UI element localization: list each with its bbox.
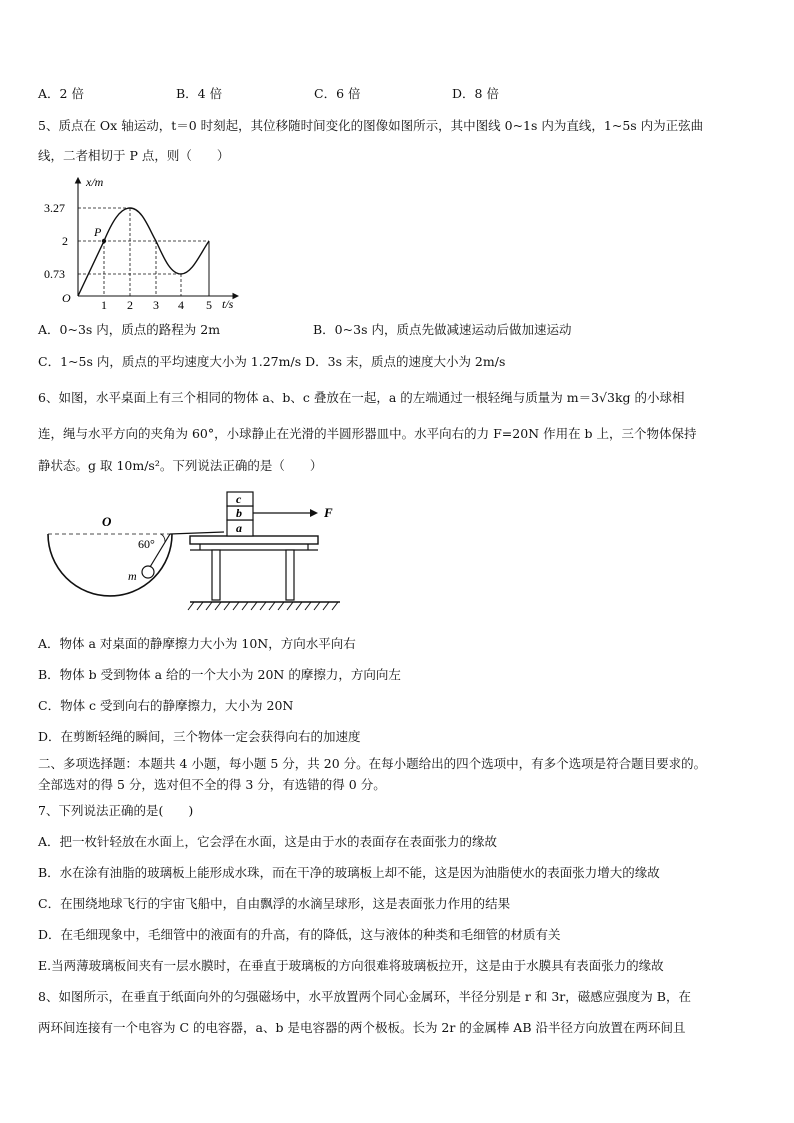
ball (142, 566, 154, 578)
q5-option-b: B．0~3s 内，质点先做减速运动后做加速运动 (313, 322, 572, 337)
q6-option-c: C．物体 c 受到向右的静摩擦力，大小为 20N (38, 698, 294, 713)
q4-option-b: B．4 倍 (176, 86, 223, 101)
x-tick-2: 2 (127, 298, 133, 312)
q7-option-e: E.当两薄玻璃板间夹有一层水膜时，在垂直于玻璃板的方向很难将玻璃板拉开，这是由于水膜具有表面张力的缘故 (38, 958, 664, 973)
table-leg-left (212, 550, 220, 600)
y-tick-073: 0.73 (44, 267, 65, 281)
rope-horizontal (170, 532, 224, 534)
q7-stem: 7、下列说法正确的是( ) (38, 803, 194, 818)
tabletop (190, 536, 318, 544)
x-tick-1: 1 (101, 298, 107, 312)
q5-position-time-graph (44, 172, 250, 312)
q5-option-cd: C．1~5s 内，质点的平均速度大小为 1.27m/s D．3s 末，质点的速度大小为 2m/s (38, 354, 506, 369)
q7-option-d: D．在毛细现象中，毛细管中的液面有的升高，有的降低，这与液体的种类和毛细管的材质有关 (38, 927, 561, 942)
q6-option-a: A．物体 a 对桌面的静摩擦力大小为 10N，方向水平向右 (38, 636, 356, 651)
x-tick-5: 5 (206, 298, 212, 312)
section2-heading-line1: 二、多项选择题：本题共 4 小题，每小题 5 分，共 20 分。在每小题给出的四个选项中，有多个选项是符合题目要求的。 (38, 756, 707, 771)
q6-option-d: D．在剪断轻绳的瞬间，三个物体一定会获得向右的加速度 (38, 729, 361, 744)
y-tick-327: 3.27 (44, 201, 65, 215)
q7-option-a: A．把一枚针轻放在水面上，它会浮在水面，这是由于水的表面存在表面张力的缘故 (38, 834, 498, 849)
q4-option-c: C．6 倍 (314, 86, 361, 101)
q6-apparatus-figure (40, 488, 350, 620)
table-leg-right (286, 550, 294, 600)
label-a: a (236, 521, 242, 535)
q7-option-c: C．在围绕地球飞行的宇宙飞船中，自由飘浮的水滴呈球形，这是表面张力作用的结果 (38, 896, 511, 911)
x-tick-4: 4 (178, 298, 184, 312)
q6-option-b: B．物体 b 受到物体 a 给的一个大小为 20N 的摩擦力，方向向左 (38, 667, 401, 682)
q5-stem-line1: 5、质点在 Ox 轴运动，t＝0 时刻起，其位移随时间变化的图像如图所示，其中图线 0~1s 内为直线，1~5s 内为正弦曲 (38, 118, 704, 133)
q4-option-d: D．8 倍 (452, 86, 499, 101)
origin-label: O (62, 291, 71, 305)
q8-stem-line1: 8、如图所示，在垂直于纸面向外的匀强磁场中，水平放置两个同心金属环，半径分别是 r 和 3r，磁感应强度为 B，在 (38, 989, 691, 1004)
q6-stem-line2: 连，绳与水平方向的夹角为 60°，小球静止在光滑的半圆形器皿中。水平向右的力 F=20N 作用在 b 上，三个物体保持 (38, 426, 697, 441)
label-c: c (236, 492, 242, 506)
label-m: m (128, 569, 137, 583)
point-p-label: P (94, 225, 102, 239)
y-axis-label: x/m (86, 175, 104, 189)
q7-option-b: B．水在涂有油脂的玻璃板上能形成水珠，而在干净的玻璃板上却不能，这是因为油脂使水的表面张力增大的缘故 (38, 865, 660, 880)
y-tick-2: 2 (62, 234, 68, 248)
point-p (102, 239, 106, 243)
q4-option-a: A．2 倍 (38, 86, 84, 101)
x-axis-label: t/s (222, 297, 234, 311)
label-angle: 60° (138, 537, 155, 551)
section2-heading-line2: 全部选对的得 5 分，选对但不全的得 3 分，有选错的得 0 分。 (38, 777, 386, 792)
x-tick-3: 3 (153, 298, 159, 312)
label-o: O (102, 514, 112, 529)
q5-option-a: A．0~3s 内，质点的路程为 2m (38, 322, 221, 337)
graph-curve (78, 208, 209, 296)
label-b: b (236, 506, 242, 520)
q5-stem-line2: 线，二者相切于 P 点，则（ ） (38, 148, 230, 163)
q8-stem-line2: 两环间连接有一个电容为 C 的电容器，a、b 是电容器的两个极板。长为 2r 的金属棒 AB 沿半径方向放置在两环间且 (38, 1020, 686, 1035)
q6-stem-line1: 6、如图，水平桌面上有三个相同的物体 a、b、c 叠放在一起，a 的左端通过一根轻绳与质量为 m＝3√3kg 的小球相 (38, 390, 685, 405)
q6-stem-line3: 静状态。g 取 10m/s²。下列说法正确的是（ ） (38, 458, 323, 473)
label-f: F (324, 505, 333, 520)
